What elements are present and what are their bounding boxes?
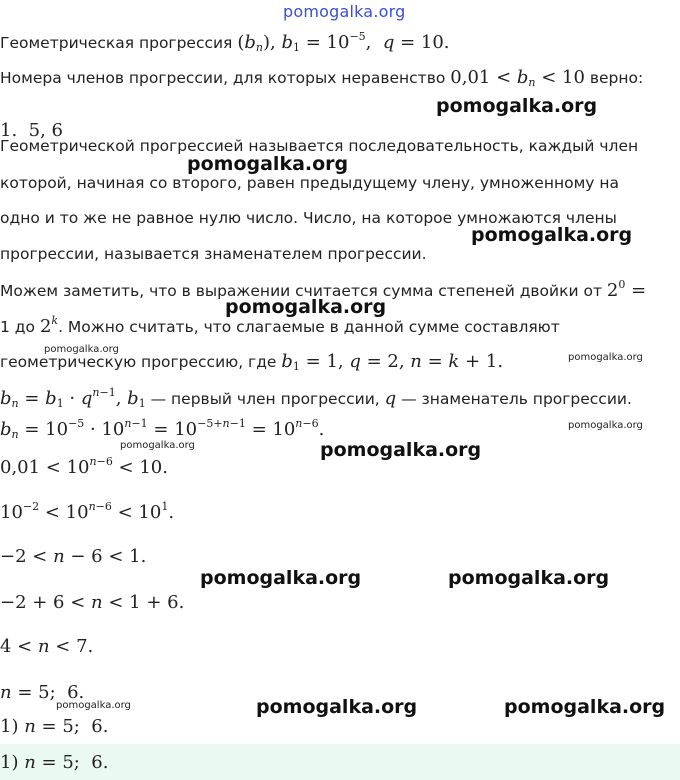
theory-text-5: Можем заметить, что в выражении считается сумма степеней двойки от	[0, 282, 602, 300]
theory-line-3: одно и то же не равное нулю число. Число, на которое умножаются члены	[0, 209, 617, 227]
problem-line-1	[0, 32, 450, 54]
theory-line-2: которой, начиная со второго, равен предыдущему члену, умноженному на	[0, 174, 620, 192]
theory-text-8b: — первый член прогрессии,	[150, 390, 380, 408]
solution-step-6: 4 < n < 7.	[0, 636, 94, 657]
clipped-line: 1. 5, 6	[0, 120, 63, 141]
theory-line-1: Геометрической прогрессией называется последовательность, каждый член	[0, 137, 639, 155]
solution-step-8: 1) n = 5; 6.	[0, 716, 109, 737]
problem-text-2: Номера членов прогрессии, для которых неравенство	[0, 69, 446, 87]
watermark: pomogalka.org	[320, 439, 482, 461]
watermark: pomogalka.org	[200, 567, 362, 589]
watermark: pomogalka.org	[471, 224, 633, 246]
watermark-small: pomogalka.org	[568, 420, 643, 431]
watermark-small: pomogalka.org	[120, 440, 195, 451]
theory-text-8c: — знаменатель прогрессии.	[401, 390, 632, 408]
watermark-small: pomogalka.org	[44, 344, 119, 355]
answer-box	[0, 744, 680, 780]
theory-line-6	[0, 316, 560, 338]
theory-math-6: 2$^k$	[39, 314, 59, 337]
problem-text-2-tail: верно:	[589, 69, 644, 87]
watermark-top[interactable]: pomogalka.org	[283, 2, 406, 21]
problem-math-2: $0,01 < b_n < 10$	[450, 67, 585, 89]
problem-math-1: $(b_n)$, $b_1 = 10^{-5}$, q = 10.	[237, 30, 450, 54]
solution-step-2: $0,01 < 10^{n-6} < 10$.	[0, 455, 168, 478]
watermark: pomogalka.org	[436, 95, 598, 117]
theory-math-5: $2^0$ =	[606, 278, 647, 301]
theory-text-7: геометрическую прогрессию, где	[0, 353, 277, 371]
problem-text-1: Геометрическая прогрессия	[0, 34, 233, 52]
theory-text-6a: 1 до	[0, 318, 35, 336]
answer-text: 1) n = 5; 6.	[0, 752, 109, 773]
watermark: pomogalka.org	[187, 153, 349, 175]
theory-math-7: $b_1 = 1$, q = 2, n = k + 1.	[281, 351, 504, 373]
solution-step-1: $b_n = 10^{-5} \cdot 10^{n-1} = 10^{-5+n-1} = 10^{n-6}$.	[0, 417, 325, 441]
theory-math-8: $b_n = b_1 \cdot q^{n-1}$, $b_1$	[0, 386, 146, 410]
watermark: pomogalka.org	[448, 567, 610, 589]
solution-step-5: −2 + 6 < n < 1 + 6.	[0, 592, 185, 613]
watermark: pomogalka.org	[504, 696, 666, 718]
theory-text-6b: . Можно считать, что слагаемые в данной сумме составляют	[58, 318, 560, 336]
watermark: pomogalka.org	[256, 696, 418, 718]
watermark: pomogalka.org	[225, 296, 387, 318]
watermark-small: pomogalka.org	[568, 352, 643, 363]
problem-line-2	[0, 67, 643, 89]
solution-step-7: n = 5; 6.	[0, 682, 85, 703]
solution-step-3: $10^{-2} < 10^{n-6} < 10^1$.	[0, 500, 175, 523]
theory-math-8q: q	[384, 388, 397, 409]
theory-line-4: прогрессии, называется знаменателем прогрессии.	[0, 245, 427, 263]
theory-line-8	[0, 388, 632, 410]
watermark-small: pomogalka.org	[56, 700, 131, 711]
solution-step-4: −2 < n − 6 < 1.	[0, 546, 147, 567]
